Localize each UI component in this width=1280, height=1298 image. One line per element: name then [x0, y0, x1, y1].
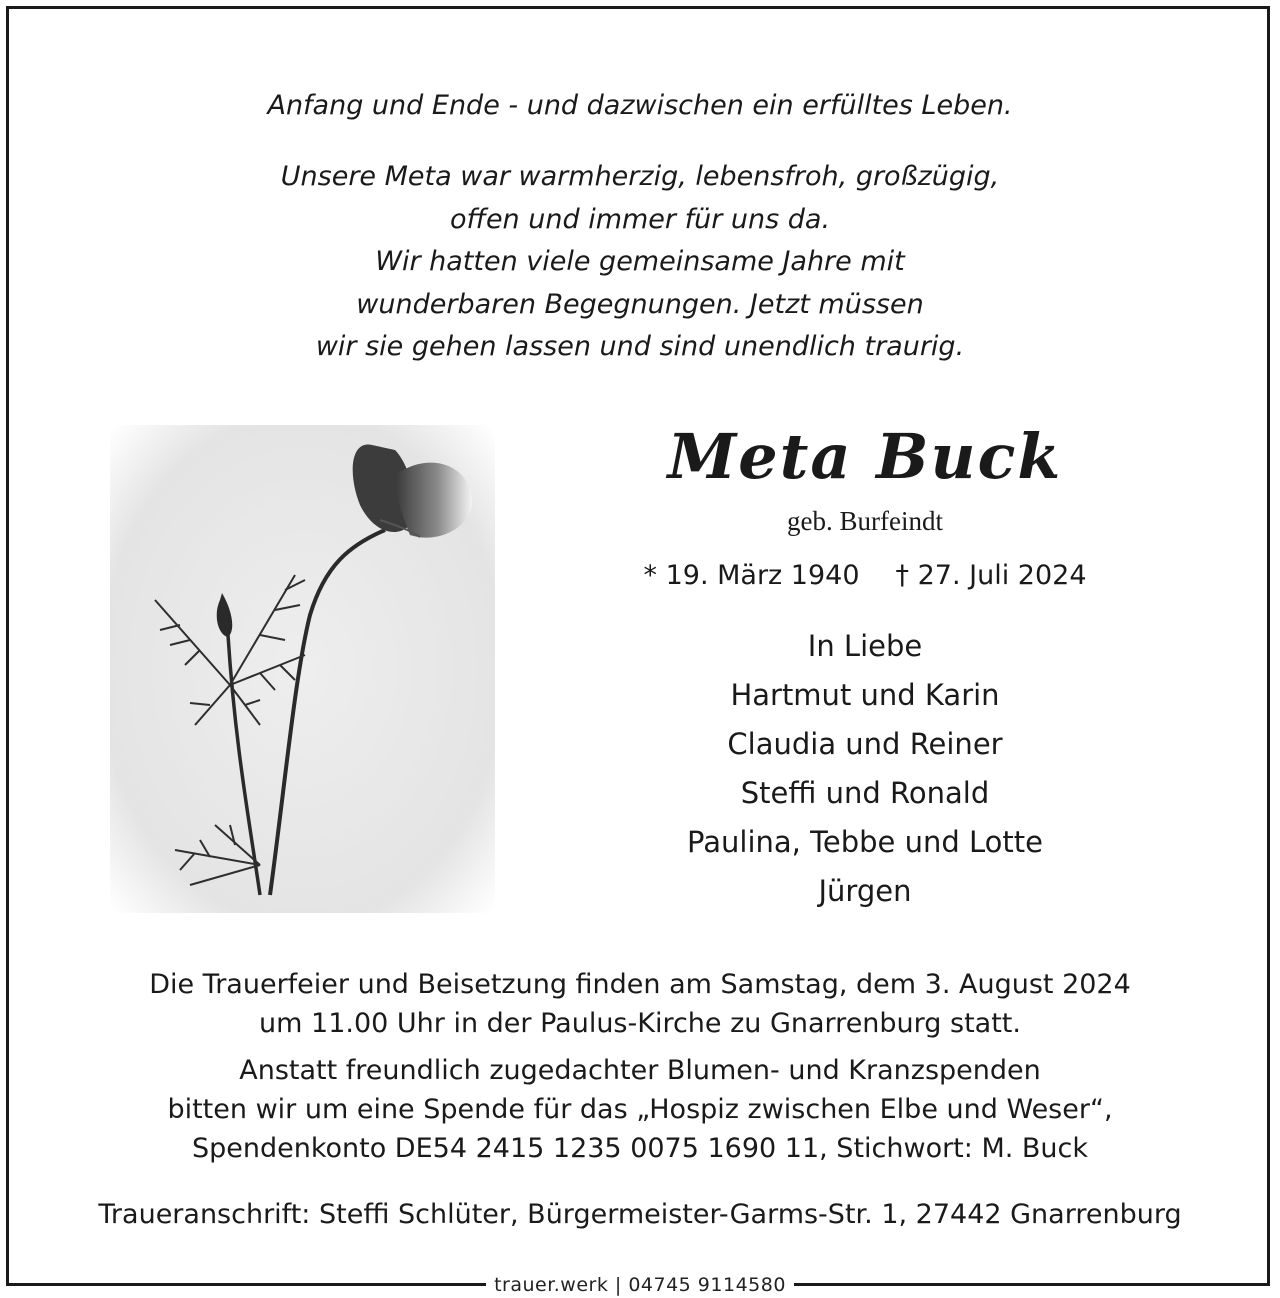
death-date: † 27. Juli 2024	[895, 560, 1087, 591]
family-line: Hartmut und Karin	[730, 678, 1000, 712]
life-dates	[620, 560, 1110, 591]
motto: Anfang und Ende - und dazwischen ein erfülltes Leben.	[267, 90, 1013, 121]
birth-date: * 19. März 1940	[643, 560, 860, 591]
donation-line: bitten wir um eine Spende für das „Hospiz zwischen Elbe und Weser“,	[167, 1094, 1113, 1125]
family-list	[640, 622, 1090, 916]
deceased-name: Meta Buck	[667, 420, 1063, 493]
service-line: um 11.00 Uhr in der Paulus-Kirche zu Gnarrenburg statt.	[259, 1008, 1021, 1039]
family-line: In Liebe	[807, 629, 923, 663]
poppy-flower-icon	[110, 425, 495, 913]
donation-line: Anstatt freundlich zugedachter Blumen- und Kranzspenden	[239, 1055, 1041, 1086]
mourning-address: Traueranschrift: Steffi Schlüter, Bürgermeister-Garms-Str. 1, 27442 Gnarrenburg	[98, 1199, 1182, 1230]
donation-line: Spendenkonto DE54 2415 1235 0075 1690 11, Stichwort: M. Buck	[191, 1133, 1089, 1164]
service-line: Die Trauerfeier und Beisetzung finden am Samstag, dem 3. August 2024	[149, 969, 1131, 1000]
service-info	[0, 965, 1280, 1168]
family-line: Steffi und Ronald	[740, 776, 990, 810]
verse-line: wir sie gehen lassen und sind unendlich traurig.	[315, 331, 965, 362]
family-line: Claudia und Reiner	[727, 727, 1003, 761]
family-line: Jürgen	[818, 874, 912, 908]
verse-line: Unsere Meta war warmherzig, lebensfroh, großzügig,	[280, 161, 1000, 192]
birth-name: geb. Burfeindt	[787, 506, 943, 536]
footer-credit: trauer.werk | 04745 9114580	[486, 1274, 794, 1296]
family-line: Paulina, Tebbe und Lotte	[687, 825, 1043, 859]
verse-line: wunderbaren Begegnungen. Jetzt müssen	[356, 288, 924, 320]
verse-line: Wir hatten viele gemeinsame Jahre mit	[375, 246, 905, 277]
verse-line: offen und immer für uns da.	[449, 203, 831, 235]
verse	[0, 156, 1280, 369]
footer	[0, 1274, 1280, 1296]
